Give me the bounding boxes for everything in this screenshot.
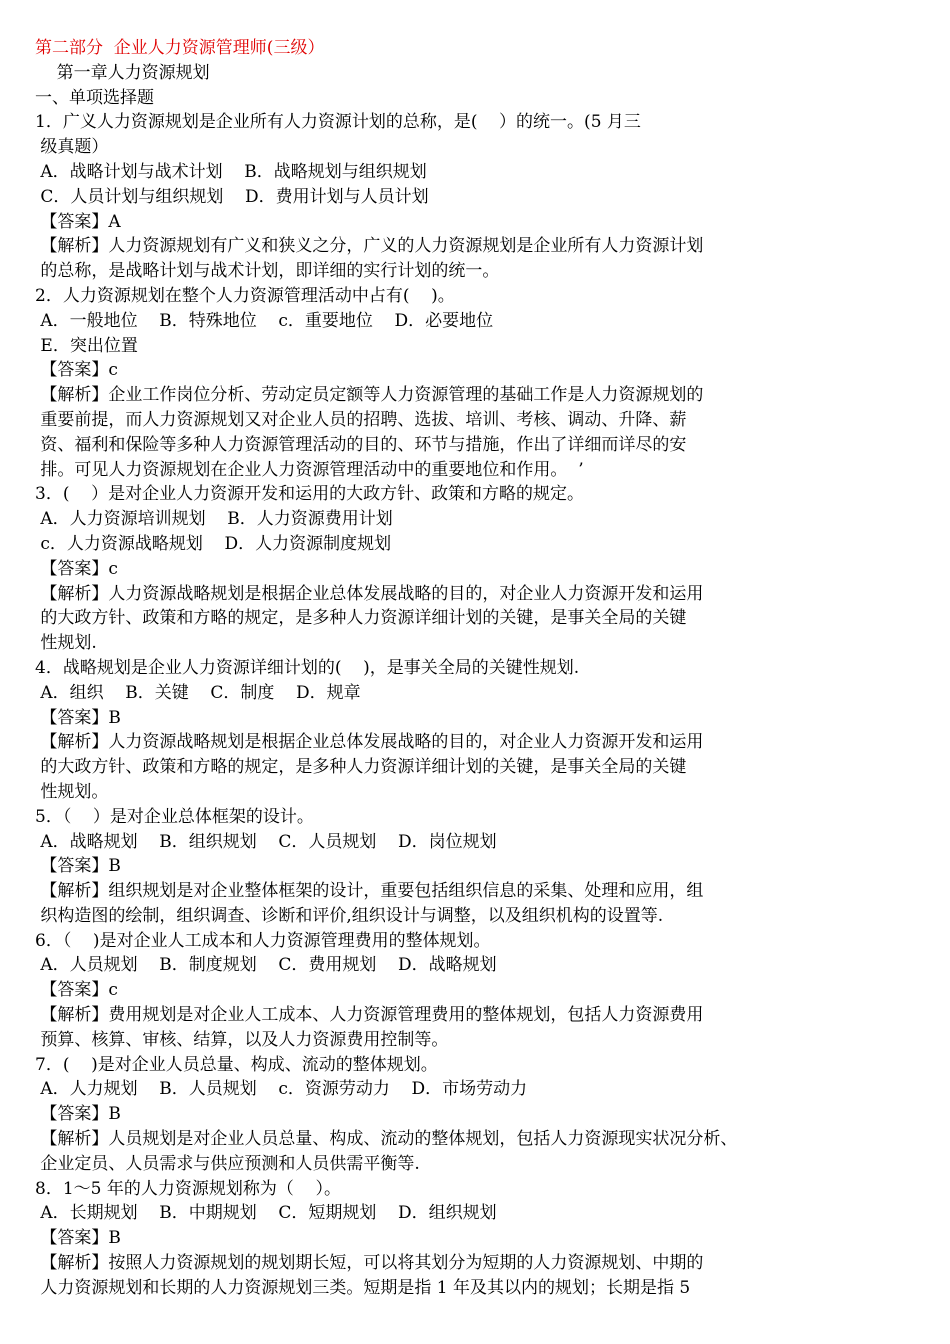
- text-line: c．人力资源战略规划 D．人力资源制度规划: [35, 533, 392, 554]
- text-line: 【解析】组织规划是对企业整体框架的设计，重要包括组织信息的采集、处理和应用，组: [35, 881, 704, 902]
- text-line: 【答案】c: [35, 558, 118, 579]
- text-line: C．人员计划与组织规划 D．费用计划与人员计划: [35, 186, 429, 207]
- text-line: 的大政方针、政策和方略的规定，是多种人力资源详细计划的关键，是事关全局的关键: [35, 608, 687, 629]
- text-line: 【答案】B: [35, 856, 121, 877]
- text-line: 【解析】费用规划是对企业人工成本、人力资源管理费用的整体规划，包括人力资源费用: [35, 1005, 704, 1026]
- text-line: 【解析】人力资源规划有广义和狭义之分，广义的人力资源规划是企业所有人力资源计划: [35, 236, 704, 257]
- text-line: 2．人力资源规划在整个人力资源管理活动中占有( )。: [35, 285, 455, 306]
- text-line: 【解析】企业工作岗位分析、劳动定员定额等人力资源管理的基础工作是人力资源规划的: [35, 385, 704, 406]
- document-body: [35, 36, 915, 1301]
- text-line: 排。可见人力资源规划在企业人力资源管理活动中的重要地位和作用。 ’: [35, 459, 584, 480]
- text-line: 【解析】人力资源战略规划是根据企业总体发展战略的目的，对企业人力资源开发和运用: [35, 583, 704, 604]
- text-line: 【答案】B: [35, 1228, 121, 1249]
- text-line: 预算、核算、审核、结算，以及人力资源费用控制等。: [35, 1029, 449, 1050]
- text-line: 资、福利和保险等多种人力资源管理活动的目的、环节与措施，作出了详细而详尽的安: [35, 434, 687, 455]
- text-line: 7．( )是对企业人员总量、构成、流动的整体规划。: [35, 1054, 438, 1075]
- text-line: A．战略计划与战术计划 B．战略规划与组织规划: [35, 161, 427, 182]
- text-line: 【答案】c: [35, 360, 118, 381]
- section-heading: 第二部分 企业人力资源管理师(三级）: [35, 38, 325, 58]
- text-line: 4．战略规划是企业人力资源详细计划的( )，是事关全局的关键性规划.: [35, 657, 580, 678]
- text-line: 级真题）: [35, 137, 109, 158]
- text-line: 的大政方针、政策和方略的规定，是多种人力资源详细计划的关键，是事关全局的关键: [35, 757, 687, 778]
- text-line: 企业定员、人员需求与供应预测和人员供需平衡等.: [35, 1153, 420, 1174]
- text-line: 【答案】c: [35, 980, 118, 1001]
- text-line: 5．（ ）是对企业总体框架的设计。: [35, 806, 314, 827]
- text-line: 【答案】B: [35, 1104, 121, 1125]
- text-line: 性规划.: [35, 633, 97, 654]
- text-line: 第一章人力资源规划: [35, 62, 210, 83]
- text-line: 一、单项选择题: [35, 87, 154, 108]
- text-line: 的总称，是战略计划与战术计划，即详细的实行计划的统一。: [35, 261, 500, 282]
- text-line: 【答案】A: [35, 211, 121, 232]
- text-line: A．人力资源培训规划 B．人力资源费用计划: [35, 509, 393, 530]
- text-line: E．突出位置: [35, 335, 138, 356]
- text-line: A．一般地位 B．特殊地位 c．重要地位 D．必要地位: [35, 310, 494, 331]
- text-line: 重要前提，而人力资源规划又对企业人员的招聘、选拔、培训、考核、调动、升降、薪: [35, 409, 687, 430]
- text-line: 人力资源规划和长期的人力资源规划三类。短期是指 1 年及其以内的规划；长期是指 5: [35, 1277, 691, 1298]
- text-line: 3．( ）是对企业人力资源开发和运用的大政方针、政策和方略的规定。: [35, 484, 585, 505]
- text-line: 性规划。: [35, 781, 109, 802]
- text-line: A．长期规划 B．中期规划 C．短期规划 D．组织规划: [35, 1203, 497, 1224]
- text-line: A．人力规划 B．人员规划 c．资源劳动力 D．市场劳动力: [35, 1079, 528, 1100]
- text-line: 【解析】人员规划是对企业人员总量、构成、流动的整体规划，包括人力资源现实状况分析、: [35, 1129, 738, 1150]
- text-line: A．组织 B．关键 C．制度 D．规章: [35, 682, 361, 703]
- text-line: A．战略规划 B．组织规划 C．人员规划 D．岗位规划: [35, 831, 497, 852]
- text-line: 【解析】人力资源战略规划是根据企业总体发展战略的目的，对企业人力资源开发和运用: [35, 732, 704, 753]
- text-line: A．人员规划 B．制度规划 C．费用规划 D．战略规划: [35, 955, 497, 976]
- text-line: 8．1～5 年的人力资源规划称为（ ）。: [35, 1178, 341, 1199]
- text-line: 6．（ )是对企业人工成本和人力资源管理费用的整体规划。: [35, 930, 491, 951]
- text-line: 【答案】B: [35, 707, 121, 728]
- text-line: 织构造图的绘制，组织调查、诊断和评价,组织设计与调整，以及组织机构的设置等.: [35, 905, 664, 926]
- text-line: 1．广义人力资源规划是企业所有人力资源计划的总称，是( ）的统一。(5 月三: [35, 112, 641, 133]
- text-line: 【解析】按照人力资源规划的规划期长短，可以将其划分为短期的人力资源规划、中期的: [35, 1253, 704, 1274]
